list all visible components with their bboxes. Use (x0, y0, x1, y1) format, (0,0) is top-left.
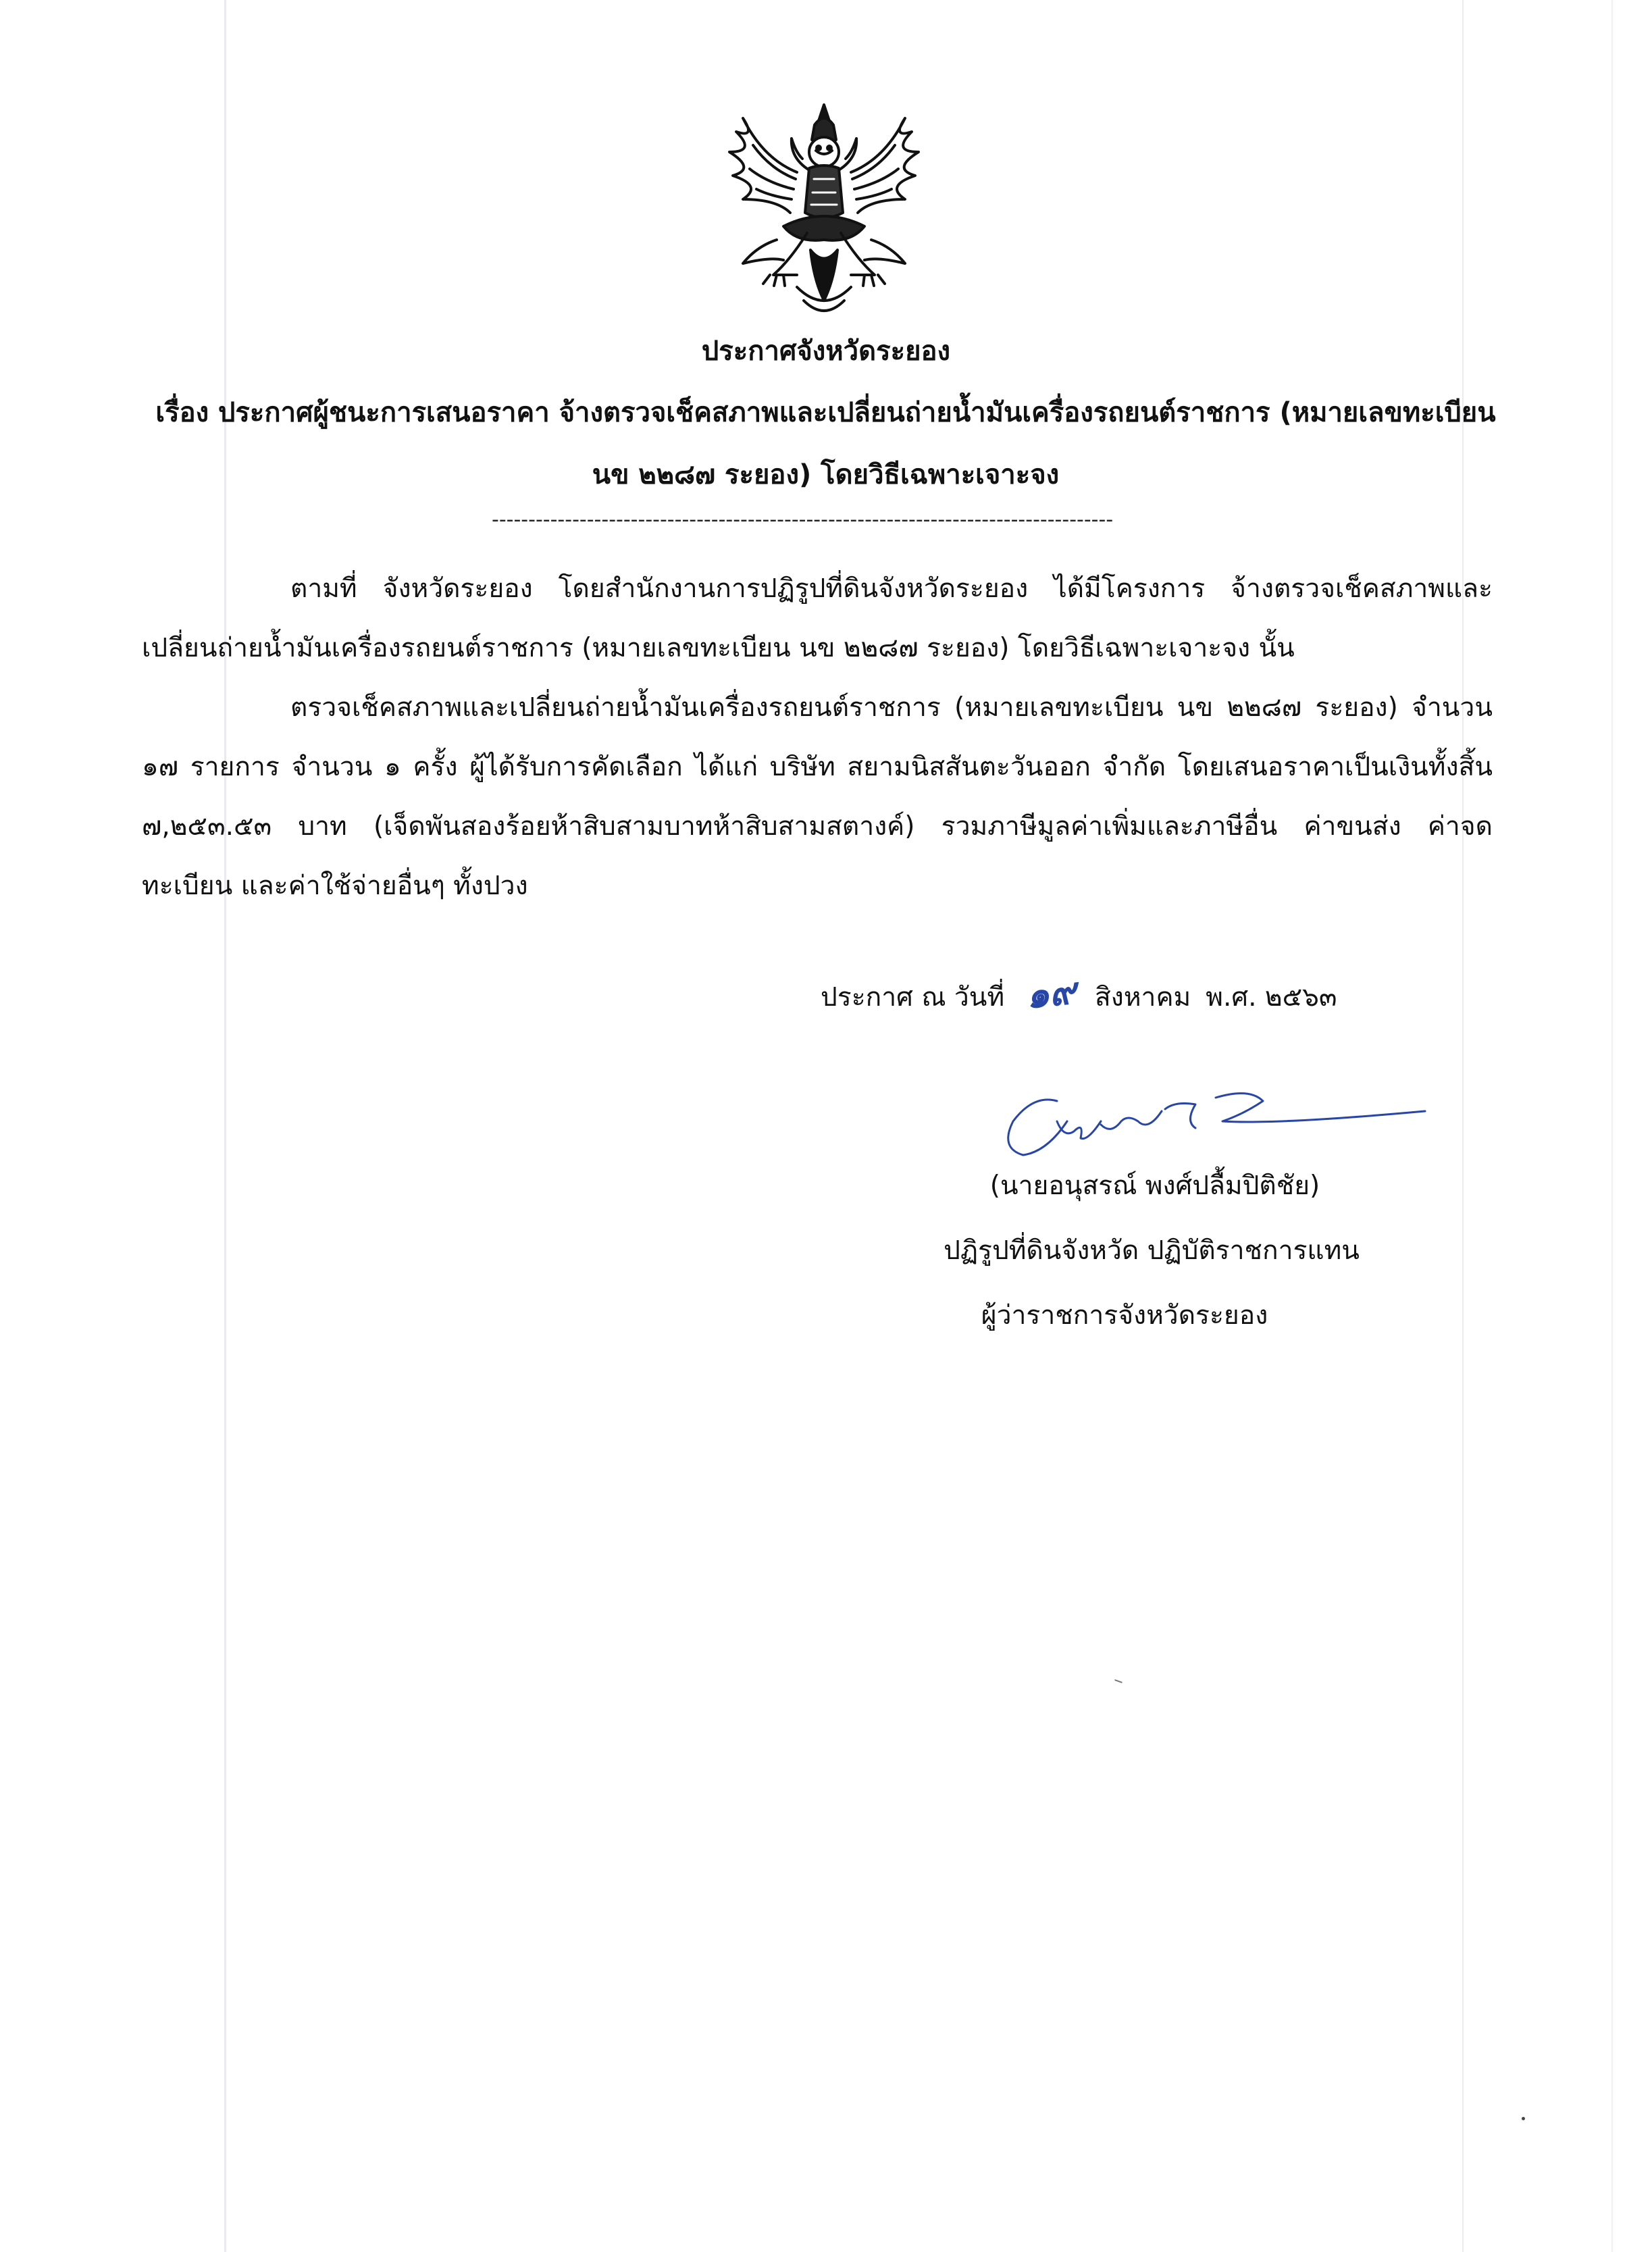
scan-speck (1522, 2117, 1525, 2120)
paragraph-1-text: ตามที่ จังหวัดระยอง โดยสำนักงานการปฏิรูปที่ดินจังหวัดระยอง ได้มีโครงการ จ้างตรวจเช็คสภาพและเปลี่ยนถ่ายน้ำมันเครื่องรถยนต์ราชการ (หมายเลขทะเบียน นข ๒๒๘๗ ระยอง) โดยวิธีเฉพาะเจาะจง นั้น (142, 573, 1493, 663)
signatory-name: (นายอนุสรณ์ พงศ์ปลื้มปิติชัย) (989, 1171, 1320, 1201)
body-paragraph-2 (142, 678, 1493, 916)
signatory-position-1: ปฏิรูปที่ดินจังหวัด ปฏิบัติราชการแทน (944, 1235, 1360, 1266)
date-year: พ.ศ. ๒๕๖๓ (1206, 982, 1337, 1013)
date-month: สิงหาคม (1095, 982, 1191, 1013)
date-prefix: ประกาศ ณ วันที่ (821, 982, 1005, 1013)
divider-line: ------------------------------------------------------------------------------------- (492, 508, 1114, 532)
signatory-position-2: ผู้ว่าราชการจังหวัดระยอง (981, 1300, 1268, 1331)
handwritten-signature-icon (993, 1074, 1432, 1175)
scan-speck (1114, 1679, 1122, 1683)
paragraph-2-text: ตรวจเช็คสภาพและเปลี่ยนถ่ายน้ำมันเครื่องรถยนต์ราชการ (หมายเลขทะเบียน นข ๒๒๘๗ ระยอง) จำนวน ๑๗ รายการ จำนวน ๑ ครั้ง ผู้ได้รับการคัดเลือก ได้แก่ บริษัท สยามนิสสันตะวันออก จำกัด โดยเสนอราคาเป็นเงินทั้งสิ้น ๗,๒๕๓.๕๓ บาท (เจ็ดพันสองร้อยห้าสิบสามบาทห้าสิบสามสตางค์) รวมภาษีมูลค่าเพิ่มและภาษีอื่น ค่าขนส่ง ค่าจดทะเบียน และค่าใช้จ่ายอื่นๆ ทั้งปวง (142, 692, 1493, 901)
announcement-date (821, 969, 1337, 1018)
document-title: ประกาศจังหวัดระยอง (701, 336, 951, 367)
date-day-handwritten: ๑๙ (1024, 969, 1079, 1017)
document-subject: เรื่อง ประกาศผู้ชนะการเสนอราคา จ้างตรวจเช็คสภาพและเปลี่ยนถ่ายน้ำมันเครื่องรถยนต์ราชการ (หมายเลขทะเบียน นข ๒๒๘๗ ระยอง) โดยวิธีเฉพาะเจาะจง (155, 397, 1496, 490)
garuda-emblem-icon (716, 98, 932, 328)
body-paragraph-1 (142, 559, 1493, 678)
